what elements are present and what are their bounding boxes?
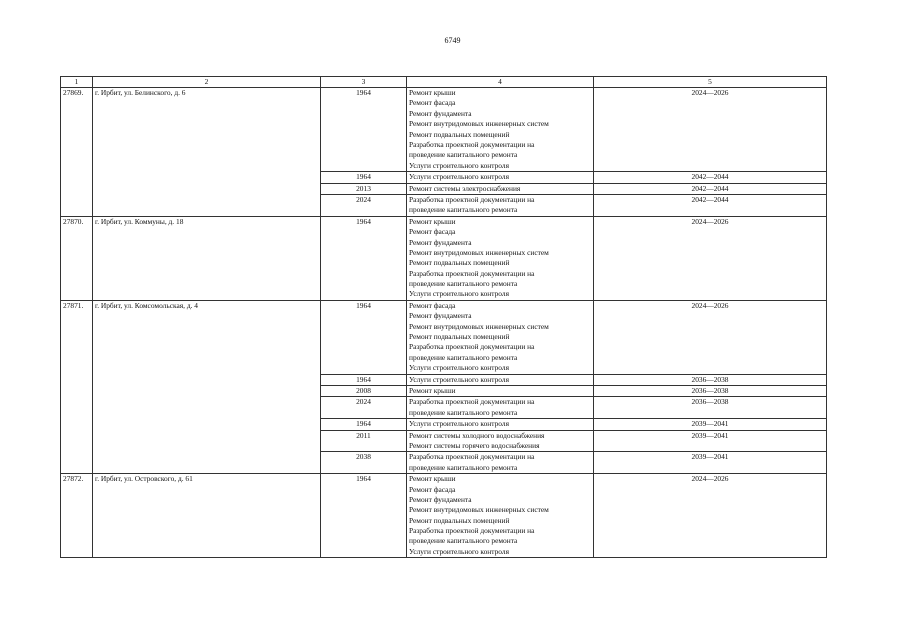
planned-period: 2036—2038 — [594, 385, 827, 396]
work-types — [407, 374, 594, 385]
column-number: 1 — [61, 77, 93, 88]
work-type-line: Услуги строительного контроля — [409, 172, 509, 182]
work-type-line: Ремонт системы холодного водоснабжения — [409, 430, 545, 440]
last-repair-year: 2011 — [321, 430, 407, 452]
work-type-line: Услуги строительного контроля — [409, 289, 509, 299]
table-row — [61, 216, 827, 300]
table-row — [61, 300, 827, 374]
work-types — [407, 300, 594, 374]
object-number: 27872. — [61, 474, 93, 558]
work-type-line: Ремонт фасада — [409, 484, 456, 494]
work-type-line: Ремонт подвальных помещений — [409, 332, 510, 342]
last-repair-year: 2038 — [321, 452, 407, 474]
object-address: г. Ирбит, ул. Комсомольская, д. 4 — [93, 300, 321, 473]
planned-period: 2039—2041 — [594, 419, 827, 430]
work-types — [407, 183, 594, 194]
repair-schedule-table — [60, 76, 827, 558]
last-repair-year: 1964 — [321, 88, 407, 172]
last-repair-year: 1964 — [321, 300, 407, 374]
last-repair-year: 1964 — [321, 419, 407, 430]
object-number: 27871. — [61, 300, 93, 473]
object-number: 27870. — [61, 216, 93, 300]
table-row — [61, 474, 827, 558]
planned-period: 2039—2041 — [594, 452, 827, 474]
work-type-line: Ремонт подвальных помещений — [409, 129, 510, 139]
work-type-line: Ремонт подвальных помещений — [409, 258, 510, 268]
planned-period: 2024—2026 — [594, 474, 827, 558]
work-type-line: Услуги строительного контроля — [409, 374, 509, 384]
work-type-line: проведение капитального ремонта — [409, 150, 518, 160]
work-type-line: Ремонт системы электроснабжения — [409, 183, 521, 193]
work-type-line: Разработка проектной документации на — [409, 194, 535, 204]
work-type-line: Ремонт фасада — [409, 300, 456, 310]
column-number: 4 — [407, 77, 594, 88]
work-types — [407, 88, 594, 172]
work-type-line: Ремонт внутридомовых инженерных систем — [409, 505, 549, 515]
work-type-line: проведение капитального ремонта — [409, 462, 518, 472]
work-type-line: Услуги строительного контроля — [409, 546, 509, 556]
last-repair-year: 1964 — [321, 474, 407, 558]
work-type-line: Разработка проектной документации на — [409, 268, 535, 278]
column-number: 3 — [321, 77, 407, 88]
last-repair-year: 1964 — [321, 374, 407, 385]
work-type-line: Ремонт внутридомовых инженерных систем — [409, 247, 549, 257]
work-types — [407, 216, 594, 300]
work-types — [407, 397, 594, 419]
column-number: 2 — [93, 77, 321, 88]
work-type-line: проведение капитального ремонта — [409, 205, 518, 215]
planned-period: 2024—2026 — [594, 216, 827, 300]
object-address: г. Ирбит, ул. Коммуны, д. 18 — [93, 216, 321, 300]
work-type-line: проведение капитального ремонта — [409, 279, 518, 289]
planned-period: 2039—2041 — [594, 430, 827, 452]
work-types — [407, 385, 594, 396]
last-repair-year: 2013 — [321, 183, 407, 194]
table-body — [61, 88, 827, 558]
last-repair-year: 2024 — [321, 194, 407, 216]
planned-period: 2042—2044 — [594, 183, 827, 194]
work-type-line: Ремонт фасада — [409, 98, 456, 108]
work-type-line: проведение капитального ремонта — [409, 407, 518, 417]
work-type-line: проведение капитального ремонта — [409, 536, 518, 546]
work-types — [407, 452, 594, 474]
work-type-line: Ремонт системы горячего водоснабжения — [409, 440, 540, 450]
work-type-line: Разработка проектной документации на — [409, 342, 535, 352]
last-repair-year: 2024 — [321, 397, 407, 419]
table-row — [61, 88, 827, 172]
work-type-line: Ремонт внутридомовых инженерных систем — [409, 119, 549, 129]
planned-period: 2036—2038 — [594, 397, 827, 419]
object-number: 27869. — [61, 88, 93, 217]
work-type-line: Услуги строительного контроля — [409, 363, 509, 373]
work-type-line: Ремонт фундамента — [409, 237, 472, 247]
last-repair-year: 1964 — [321, 216, 407, 300]
work-type-line: Ремонт фундамента — [409, 108, 472, 118]
work-types — [407, 419, 594, 430]
work-types — [407, 172, 594, 183]
work-types — [407, 194, 594, 216]
work-type-line: Разработка проектной документации на — [409, 526, 535, 536]
work-types — [407, 430, 594, 452]
work-type-line: Услуги строительного контроля — [409, 419, 509, 429]
work-type-line: Услуги строительного контроля — [409, 160, 509, 170]
work-type-line: Разработка проектной документации на — [409, 452, 535, 462]
last-repair-year: 2008 — [321, 385, 407, 396]
planned-period: 2036—2038 — [594, 374, 827, 385]
page-number: 6749 — [444, 36, 461, 45]
column-number-row — [61, 77, 827, 88]
work-type-line: проведение капитального ремонта — [409, 352, 518, 362]
planned-period: 2024—2026 — [594, 300, 827, 374]
work-type-line: Ремонт подвальных помещений — [409, 515, 510, 525]
work-type-line: Ремонт крыши — [409, 216, 456, 226]
planned-period: 2024—2026 — [594, 88, 827, 172]
last-repair-year: 1964 — [321, 172, 407, 183]
work-type-line: Ремонт внутридомовых инженерных систем — [409, 321, 549, 331]
work-type-line: Разработка проектной документации на — [409, 397, 535, 407]
work-type-line: Ремонт крыши — [409, 474, 456, 484]
planned-period: 2042—2044 — [594, 172, 827, 183]
work-types — [407, 474, 594, 558]
work-type-line: Ремонт фундамента — [409, 311, 472, 321]
work-type-line: Ремонт фасада — [409, 227, 456, 237]
planned-period: 2042—2044 — [594, 194, 827, 216]
work-type-line: Ремонт фундамента — [409, 494, 472, 504]
column-number: 5 — [594, 77, 827, 88]
work-type-line: Ремонт крыши — [409, 385, 456, 395]
object-address: г. Ирбит, ул. Белинского, д. 6 — [93, 88, 321, 217]
object-address: г. Ирбит, ул. Островского, д. 61 — [93, 474, 321, 558]
work-type-line: Ремонт крыши — [409, 88, 456, 97]
work-type-line: Разработка проектной документации на — [409, 139, 535, 149]
